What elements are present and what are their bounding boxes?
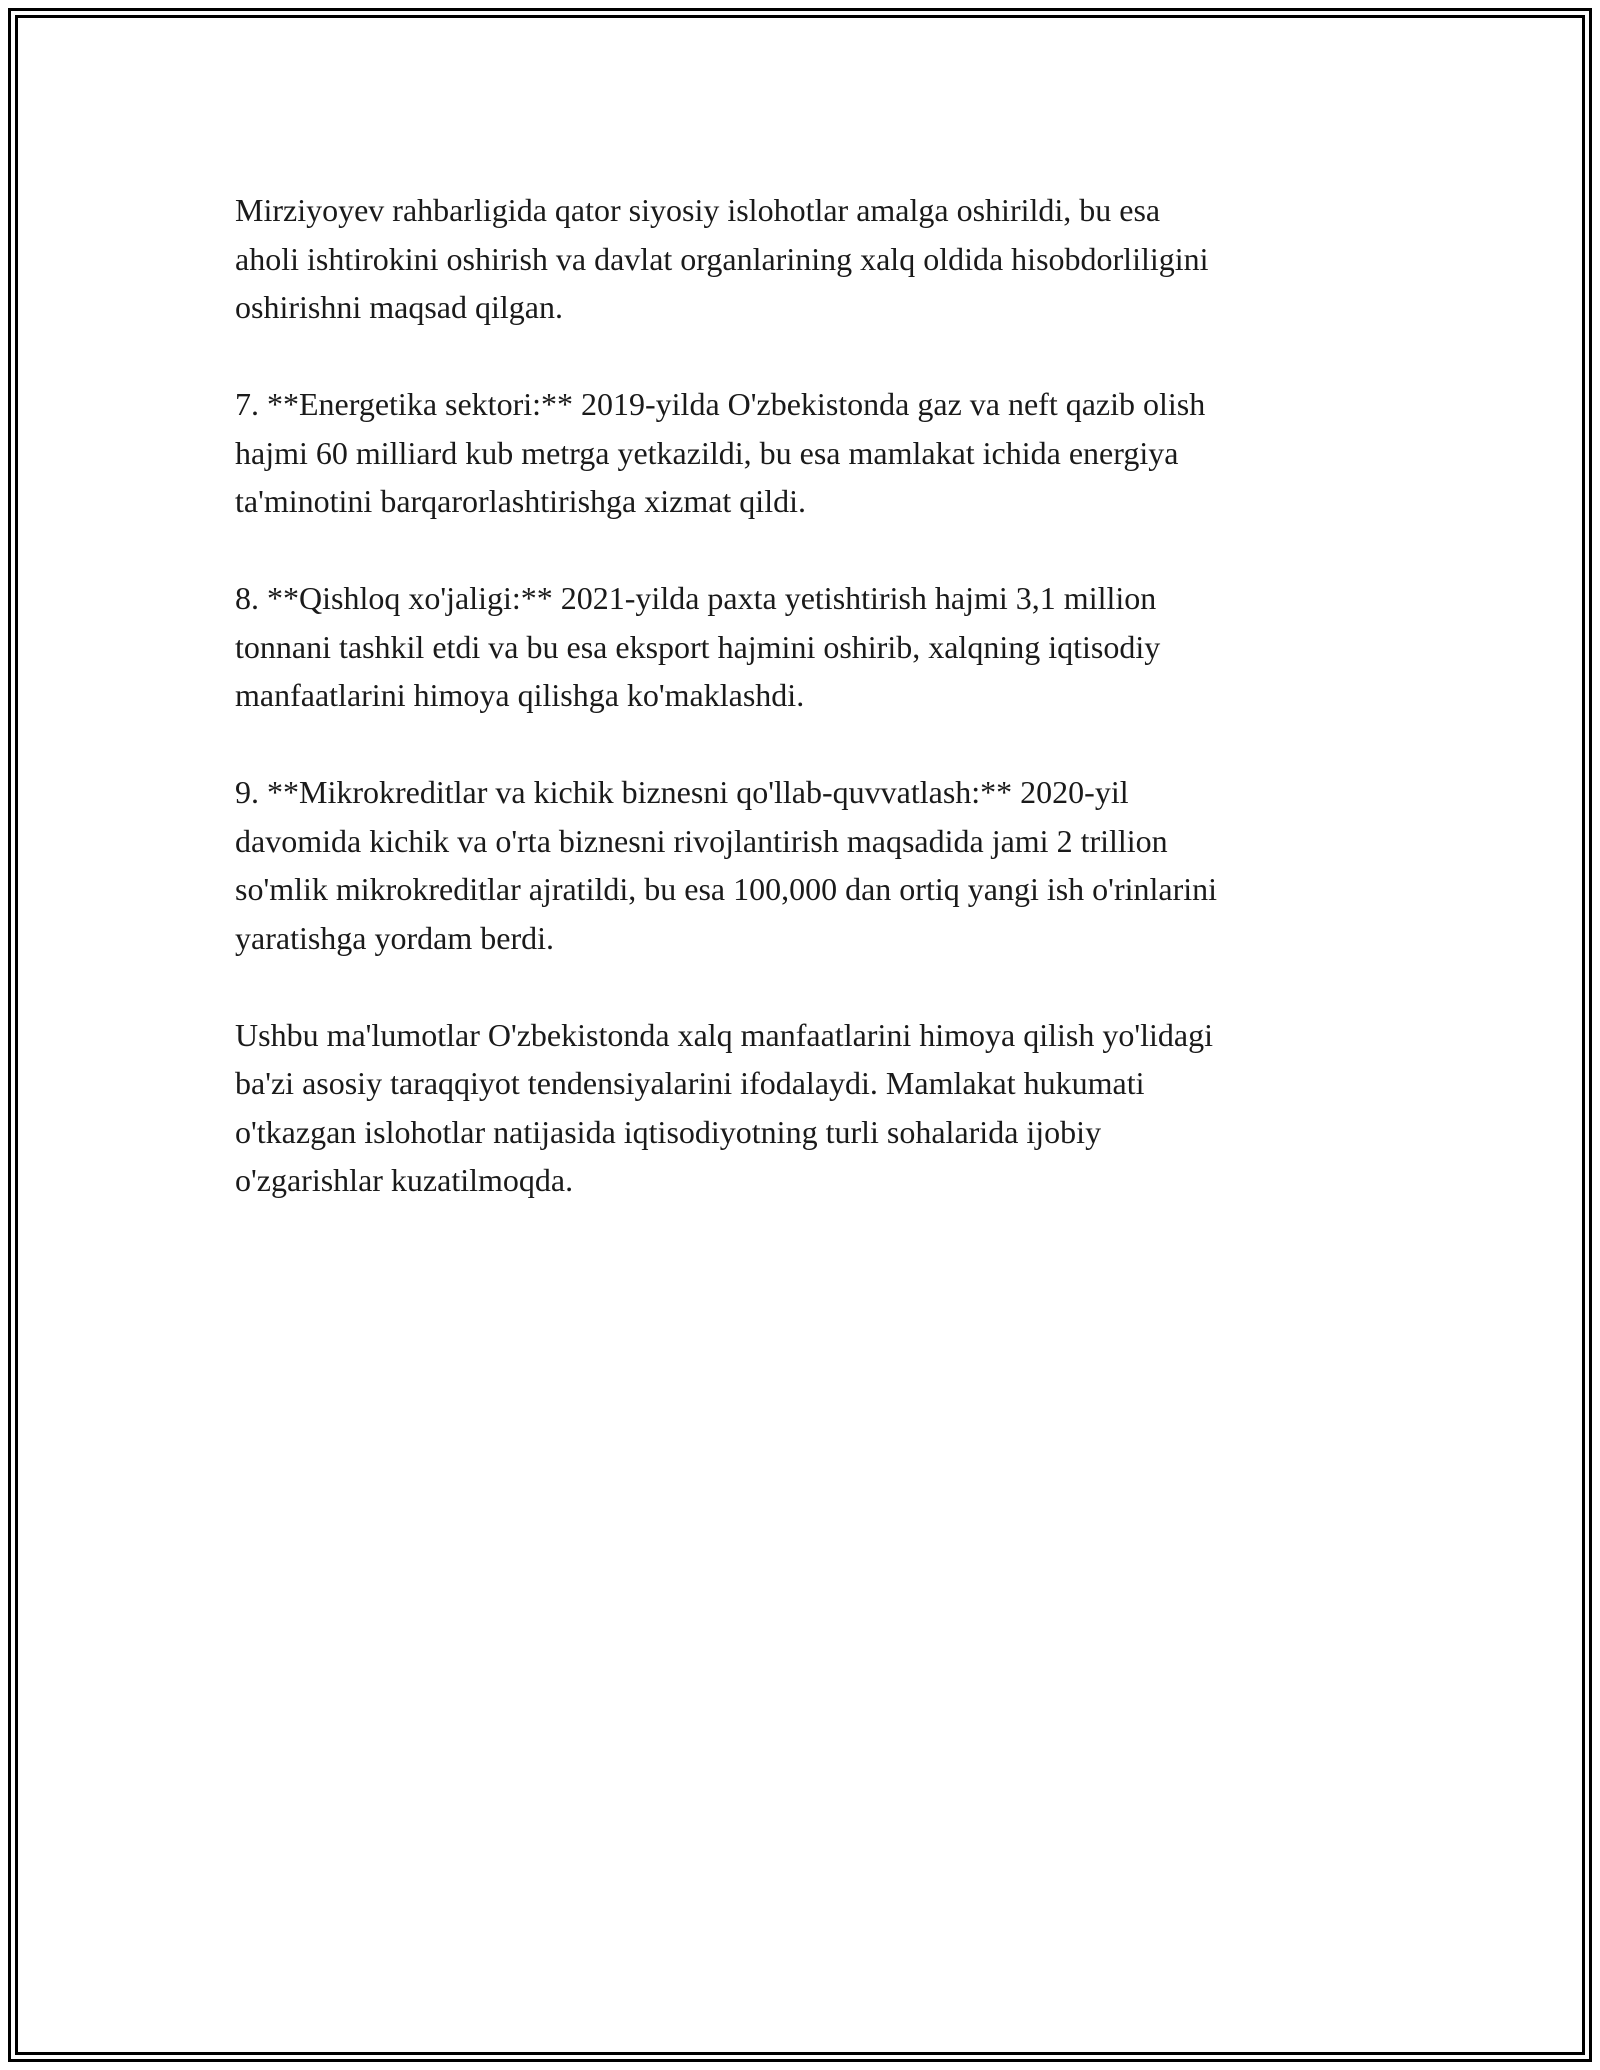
paragraph-conclusion: Ushbu ma'lumotlar O'zbekistonda xalq manfaatlarini himoya qilish yo'lidagi ba'zi asosiy taraqqiyot tendensiyalarini ifodalaydi. Mamlakat hukumati o'tkazgan islohotlar natijasida iqtisodiyotning turli sohalarida ijobiy o'zgarishlar kuzatilmoqda. [235,1016,1213,1198]
paragraph-reforms-intro: Mirziyoyev rahbarligida qator siyosiy islohotlar amalga oshirildi, bu esa aholi ishtirokini oshirish va davlat organlarining xalq oldida hisobdorliligini oshirishni maqsad qilgan. [235,192,1209,325]
paragraph-energy-sector: 7. **Energetika sektori:** 2019-yilda O'zbekistonda gaz va neft qazib olish hajmi 60 milliard kub metrga yetkazildi, bu esa mamlakat ichida energiya ta'minotini barqarorlashtirishga xizmat qildi. [235,386,1206,519]
document-body [235,186,1385,1253]
paragraph-microcredit: 9. **Mikrokreditlar va kichik biznesni qo'llab-quvvatlash:** 2020-yil davomida kichik va o'rta biznesni rivojlantirish maqsadida jami 2 trillion so'mlik mikrokreditlar ajratildi, bu esa 100,000 dan ortiq yangi ish o'rinlarini yaratishga yordam berdi. [235,774,1218,956]
paragraph-agriculture: 8. **Qishloq xo'jaligi:** 2021-yilda paxta yetishtirish hajmi 3,1 million tonnani tashkil etdi va bu esa eksport hajmini oshirib, xalqning iqtisodiy manfaatlarini himoya qilishga ko'maklashdi. [235,580,1161,713]
